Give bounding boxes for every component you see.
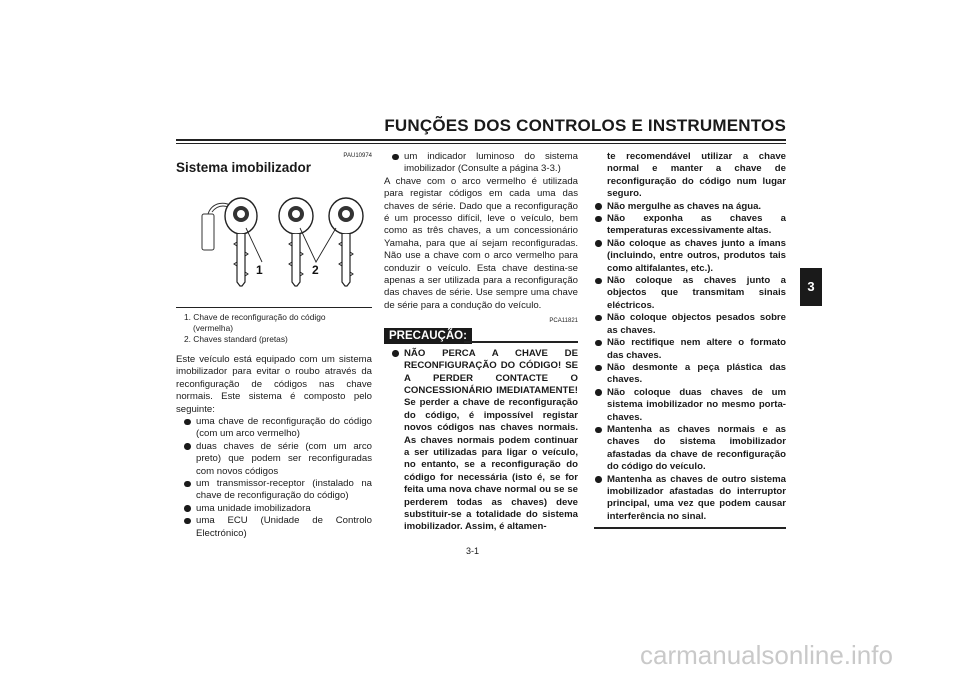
figure-label-2: 2 — [312, 263, 319, 277]
figure-legend — [184, 312, 364, 345]
list-item: uma unidade imobilizadora — [183, 503, 372, 515]
page-title: FUNÇÕES DOS CONTROLOS E INSTRUMENTOS — [384, 116, 786, 135]
caution-item: Não mergulhe as chaves na água. — [594, 201, 786, 213]
component-list — [183, 416, 372, 540]
list-item: um indicador luminoso do sistema imobilizador (Consulte a página 3-3.) — [391, 151, 578, 176]
figure-label-1: 1 — [256, 263, 263, 277]
leader-line-1 — [246, 228, 262, 262]
page-number: 3-1 — [466, 546, 480, 556]
caution-item: Não coloque as chaves junto a objectos que transmitam sinais eléctricos. — [594, 275, 786, 312]
caution-item: NÃO PERCA A CHAVE DE RECONFIGURAÇÃO DO CÓDIGO! SE A PERDER CONTACTE O CONCESSIONÁRIO IMEDIATAMENTE! Se perder a chave de reconfiguração do código, é impossível registar novos códigos nas chaves normais. As chaves normais podem continuar a ser utilizadas para ligar o veículo, no entanto, se a reconfiguração do código for necessária (isto é, se for feita uma nova chave normal ou se se perderem todas as chaves) deve substituir-se a totalidade do sistema imobilizador. Assim, é altamen- — [391, 348, 578, 534]
legend-item-2: 2. Chaves standard (pretas) — [184, 334, 288, 344]
list-item: duas chaves de série (com um arco preto) que podem ser reconfiguradas com novos códigos — [183, 441, 372, 478]
caution-continued: te recomendável utilizar a chave normal e manter a chave de reconfiguração do código num lugar seguro. — [607, 151, 786, 200]
section-code: PAU10974 — [343, 153, 372, 159]
caution-rule — [464, 341, 578, 343]
key-standard-1 — [279, 198, 313, 286]
reconfiguration-paragraph: A chave com o arco vermelho é utilizada para registar códigos em cada uma das chaves de série. Dado que a reconfiguração é um processo difícil, leve o veículo, bem como as três chaves, a um concessionário Yamaha, para que aí sejam reconfiguradas. Não use a chave com o arco vermelho para conduzir o veículo. Esta chave destina-se apenas a ser utilizada para a reconfiguração das chaves de série. Use sempre uma chave de série para a condução do veículo. — [384, 175, 578, 311]
caution-list-cont — [594, 201, 786, 524]
caution-item: Não desmonte a peça plástica das chaves. — [594, 362, 786, 387]
component-list-cont — [391, 151, 578, 176]
header-rule-thin — [176, 143, 786, 144]
caution-item: Não coloque as chaves junto a ímans (incluindo, entre outros, produtos tais como altifalantes, etc.). — [594, 238, 786, 275]
column-1-body — [176, 354, 372, 540]
caution-item: Não coloque objectos pesados sobre as chaves. — [594, 312, 786, 337]
caution-item: Mantenha as chaves de outro sistema imobilizador afastadas do interruptor principal, uma vez que podem causar interferência no sinal. — [594, 474, 786, 524]
list-item: uma chave de reconfiguração do código (com um arco vermelho) — [183, 416, 372, 441]
caution-list — [391, 348, 578, 534]
caution-item: Não exponha as chaves a temperaturas excessivamente altas. — [594, 213, 786, 238]
caution-item: Mantenha as chaves normais e as chaves do sistema imobilizador afastadas da chave de reconfiguração do código do veículo. — [594, 424, 786, 474]
footer-watermark[interactable]: carmanualsonline.info — [640, 640, 893, 670]
section-heading: Sistema imobilizador — [176, 160, 312, 175]
legend-item-1: 1. Chave de reconfiguração do código (vermelha) — [184, 312, 326, 333]
caution-item: Não rectifique nem altere o formato das chaves. — [594, 337, 786, 362]
intro-paragraph: Este veículo está equipado com um sistema imobilizador para evitar o roubo através da reconfiguração de códigos nas chave normais. Este sistema é composto pelo seguinte: — [176, 354, 372, 415]
keys-illustration — [196, 190, 376, 300]
caution-header — [384, 328, 578, 346]
key-standard-2 — [329, 198, 363, 286]
column-2-body — [384, 151, 578, 534]
list-item: uma ECU (Unidade de Controlo Electrónico) — [183, 515, 372, 540]
caution-label: PRECAUÇÃO: — [384, 328, 472, 344]
caution-code: PCA11821 — [549, 318, 578, 325]
header-rule — [176, 139, 786, 141]
caution-end-rule — [594, 527, 786, 529]
leader-line-2 — [300, 228, 336, 262]
list-item: um transmissor-receptor (instalado na chave de reconfiguração do código) — [183, 478, 372, 503]
caution-item: Não coloque duas chaves de um sistema imobilizador no mesmo porta-chaves. — [594, 387, 786, 424]
figure-rule — [176, 307, 372, 308]
column-3-body — [594, 151, 786, 529]
chapter-tab[interactable]: 3 — [800, 268, 822, 306]
